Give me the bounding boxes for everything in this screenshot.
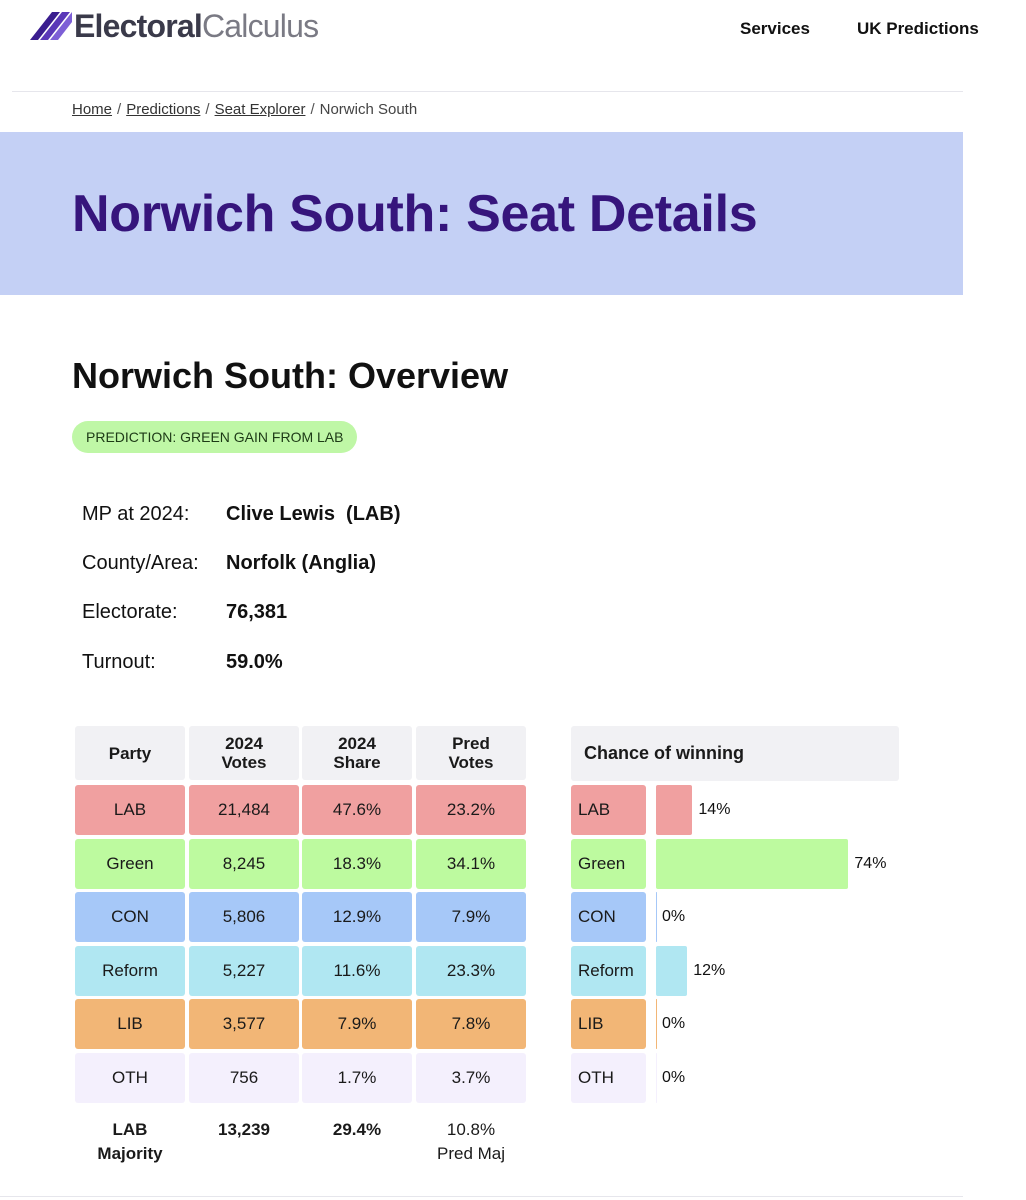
breadcrumb xyxy=(72,101,417,118)
cell-share: 7.9% xyxy=(302,999,412,1049)
county-value: Norfolk (Anglia) xyxy=(226,552,376,574)
overview-heading: Norwich South: Overview xyxy=(72,355,509,396)
cell-votes: 8,245 xyxy=(189,839,299,889)
cell-party: CON xyxy=(75,892,185,942)
bottom-divider xyxy=(0,1196,963,1197)
chance-party-label: CON xyxy=(571,892,646,942)
chance-bar-zero xyxy=(656,892,657,942)
electorate-value: 76,381 xyxy=(226,601,288,623)
cell-votes: 5,227 xyxy=(189,946,299,996)
chance-percent-label: 0% xyxy=(662,1015,686,1032)
header-votes: 2024 Votes xyxy=(189,726,299,780)
footer-majority-share: 29.4% xyxy=(332,1120,382,1139)
cell-share: 12.9% xyxy=(302,892,412,942)
top-navigation-bar xyxy=(0,0,979,60)
breadcrumb-separator: / xyxy=(205,101,210,118)
cell-party: LAB xyxy=(75,785,185,835)
turnout-value: 59.0% xyxy=(226,651,283,673)
cell-share: 47.6% xyxy=(302,785,412,835)
footer-majority-votes: 13,239 xyxy=(218,1120,270,1139)
cell-party: OTH xyxy=(75,1053,185,1103)
logo-wordmark xyxy=(74,8,318,44)
header-party: Party xyxy=(75,726,185,780)
breadcrumb-home[interactable]: Home xyxy=(72,101,113,118)
breadcrumb-predictions[interactable]: Predictions xyxy=(126,101,201,118)
cell-pred: 7.9% xyxy=(416,892,526,942)
cell-party: Green xyxy=(75,839,185,889)
main-nav xyxy=(740,19,1026,39)
county-label: County/Area: xyxy=(82,552,199,574)
chance-bar-zero xyxy=(656,999,657,1049)
cell-share: 11.6% xyxy=(302,946,412,996)
breadcrumb-current: Norwich South xyxy=(319,101,418,118)
cell-share: 1.7% xyxy=(302,1053,412,1103)
cell-pred: 23.2% xyxy=(416,785,526,835)
site-logo[interactable] xyxy=(30,8,318,44)
cell-pred: 7.8% xyxy=(416,999,526,1049)
cell-votes: 756 xyxy=(189,1053,299,1103)
cell-party: Reform xyxy=(75,946,185,996)
chance-bar xyxy=(656,785,692,835)
page-title: Norwich South: Seat Details xyxy=(72,185,758,243)
nav-uk-predictions[interactable]: UK Predictions xyxy=(856,19,979,38)
cell-votes: 3,577 xyxy=(189,999,299,1049)
breadcrumb-separator: / xyxy=(310,101,315,118)
cell-votes: 21,484 xyxy=(189,785,299,835)
chance-party-label: LAB xyxy=(571,785,646,835)
chance-bar-zero xyxy=(656,1053,657,1103)
chance-percent-label: 0% xyxy=(662,1068,686,1086)
mp-value: Clive Lewis (LAB) xyxy=(226,503,401,525)
chance-party-label: Green xyxy=(571,839,646,889)
prediction-badge: PREDICTION: GREEN GAIN FROM LAB xyxy=(72,421,357,453)
header-pred: Pred Votes xyxy=(416,726,526,780)
cell-share: 18.3% xyxy=(302,839,412,889)
chance-percent-label: 12% xyxy=(693,961,726,979)
cell-pred: 3.7% xyxy=(416,1053,526,1103)
chance-percent-label: 74% xyxy=(854,854,887,872)
logo-text-light: Calculus xyxy=(201,8,319,44)
breadcrumb-seat-explorer[interactable]: Seat Explorer xyxy=(214,101,306,118)
header-share: 2024 Share xyxy=(302,726,412,780)
cell-votes: 5,806 xyxy=(189,892,299,942)
logo-stripes-icon xyxy=(30,10,72,42)
chance-bar xyxy=(656,839,848,889)
breadcrumb-separator: / xyxy=(117,101,122,118)
chance-party-label: Reform xyxy=(571,946,646,996)
chance-bar xyxy=(656,946,687,996)
nav-services[interactable]: Services xyxy=(740,19,810,38)
header-divider xyxy=(12,91,963,92)
chance-party-label: LIB xyxy=(571,999,646,1049)
hero-banner xyxy=(0,132,963,295)
turnout-label: Turnout: xyxy=(82,651,156,673)
cell-pred: 23.3% xyxy=(416,946,526,996)
chance-of-winning-header: Chance of winning xyxy=(571,726,899,781)
chance-percent-label: 0% xyxy=(662,908,686,925)
footer-pred-majority: 10.8% Pred Maj xyxy=(436,1120,506,1163)
chance-percent-label: 14% xyxy=(698,801,731,818)
logo-text-bold: Electoral xyxy=(74,8,202,44)
electorate-label: Electorate: xyxy=(82,601,178,623)
mp-label: MP at 2024: xyxy=(82,503,190,525)
cell-pred: 34.1% xyxy=(416,839,526,889)
chance-party-label: OTH xyxy=(571,1053,646,1103)
cell-party: LIB xyxy=(75,999,185,1049)
footer-majority-label: LAB Majority xyxy=(97,1120,163,1163)
